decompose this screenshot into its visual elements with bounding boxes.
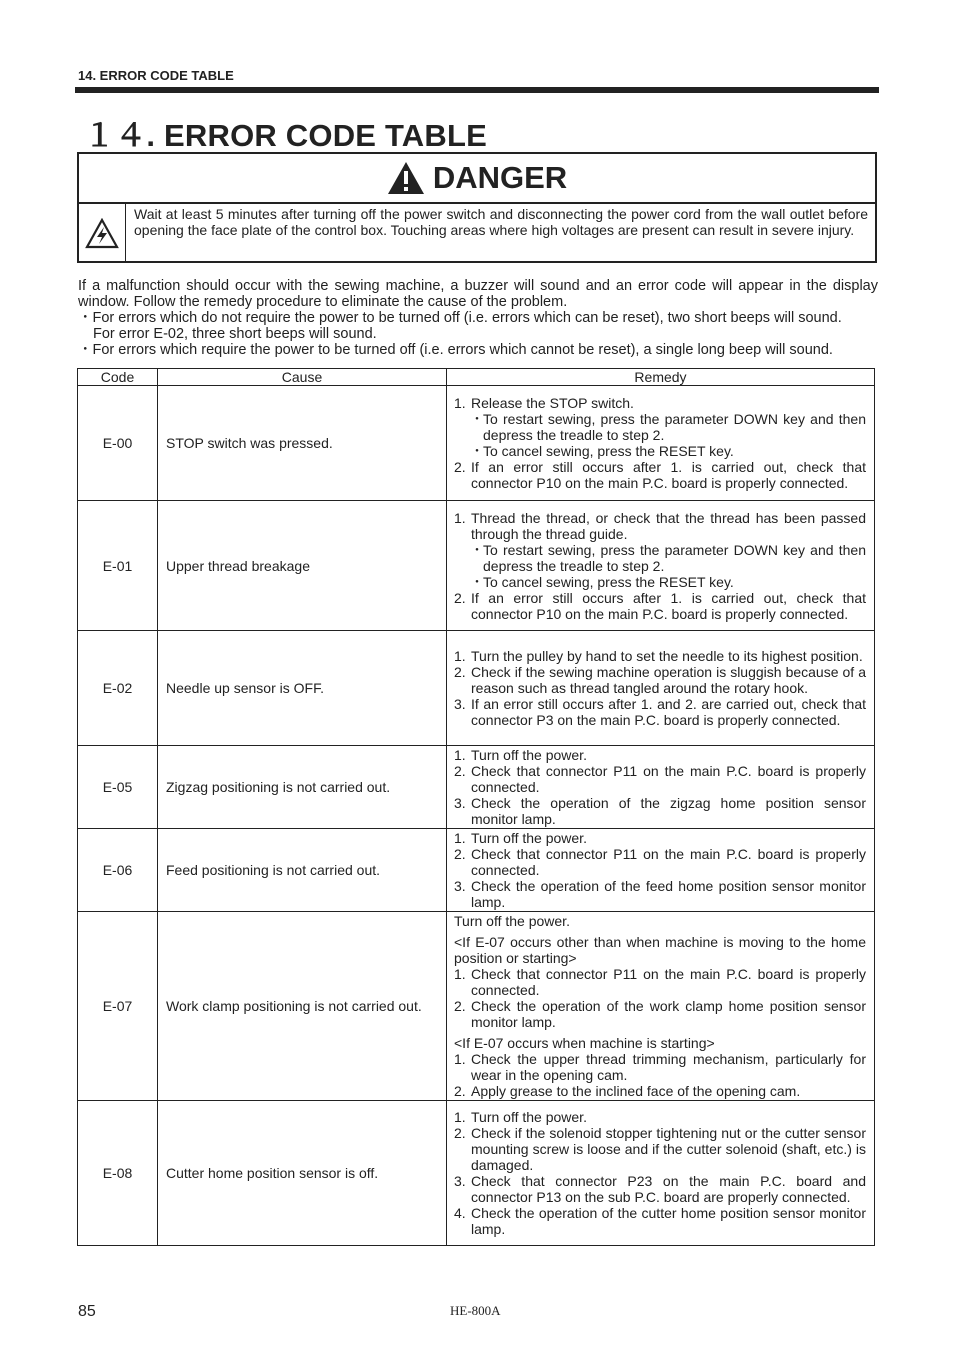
error-code: E-05 bbox=[78, 746, 158, 829]
electric-shock-icon bbox=[85, 218, 119, 249]
error-cause: Feed positioning is not carried out. bbox=[158, 829, 447, 912]
error-code: E-08 bbox=[78, 1101, 158, 1246]
table-row bbox=[78, 829, 875, 912]
error-remedy: 1. Release the STOP switch. ・ To restart sewing, press the parameter DOWN key and then depress the treadle to step 2. ・ To cancel sewing, press the RESET key. 2. If an error still occurs after 1. is carried out, check that connector P10 on the main P.C. board is properly connected. bbox=[447, 386, 875, 501]
error-code: E-00 bbox=[78, 386, 158, 501]
error-code: E-02 bbox=[78, 631, 158, 746]
header-code: Code bbox=[78, 369, 158, 386]
error-remedy: 1. Turn off the power. 2. Check that connector P11 on the main P.C. board is properly connected. 3. Check the operation of the feed home position sensor monitor lamp. bbox=[447, 829, 875, 912]
warning-triangle-icon bbox=[387, 161, 425, 195]
error-remedy: 1. Turn the pulley by hand to set the needle to its highest position. 2. Check if the sewing machine operation is sluggish because of a reason such as thread tangled around the rotary hook. 3. If an error still occurs after 1. and 2. are carried out, check that connector P3 on the main P.C. board is properly connected. bbox=[447, 631, 875, 746]
error-cause: Work clamp positioning is not carried out. bbox=[158, 912, 447, 1101]
table-row bbox=[78, 386, 875, 501]
danger-text: Wait at least 5 minutes after turning off the power switch and disconnecting the power cord from the wall outlet before opening the face plate of the control box. Touching areas where high voltages are present can result in severe injury. bbox=[134, 206, 868, 238]
header-remedy: Remedy bbox=[447, 369, 875, 386]
error-code-table bbox=[77, 368, 875, 1246]
error-cause: Cutter home position sensor is off. bbox=[158, 1101, 447, 1246]
error-code: E-06 bbox=[78, 829, 158, 912]
intro-bullet-1-note: For error E-02, three short beeps will sound. bbox=[93, 326, 377, 342]
table-row bbox=[78, 912, 875, 1101]
error-remedy: 1. Turn off the power. 2. Check that connector P11 on the main P.C. board is properly connected. 3. Check the operation of the zigzag home position sensor monitor lamp. bbox=[447, 746, 875, 829]
page-number: 85 bbox=[78, 1303, 96, 1320]
error-cause: Zigzag positioning is not carried out. bbox=[158, 746, 447, 829]
danger-word: DANGER bbox=[432, 160, 568, 195]
error-code: E-01 bbox=[78, 501, 158, 631]
error-remedy: 1. Thread the thread, or check that the thread has been passed through the thread guide. ・ To restart sewing, press the parameter DOWN key and then depress the treadle to step 2. ・ To cancel sewing, press the RESET key. 2. If an error still occurs after 1. is carried out, check that connector P10 on the main P.C. board is properly connected. bbox=[447, 501, 875, 631]
header-rule bbox=[75, 87, 879, 93]
danger-heading bbox=[79, 154, 875, 204]
table-row bbox=[78, 501, 875, 631]
error-code: E-07 bbox=[78, 912, 158, 1101]
error-remedy: 1. Turn off the power. 2. Check if the solenoid stopper tightening nut or the cutter sensor mounting screw is loose and if the cutter solenoid (shaft, etc.) is damaged. 3. Check that connector P23 on the main P.C. board and connector P13 on the sub P.C. board are properly connected. 4. Check the operation of the cutter home position sensor monitor lamp. bbox=[447, 1101, 875, 1246]
table-row bbox=[78, 1101, 875, 1246]
danger-box bbox=[77, 152, 877, 263]
intro-bullet-1: ・For errors which do not require the power to be turned off (i.e. errors which can be reset), two short beeps will sound. bbox=[78, 310, 842, 326]
error-cause: Upper thread breakage bbox=[158, 501, 447, 631]
section-header: 14. ERROR CODE TABLE bbox=[78, 68, 234, 83]
error-cause: Needle up sensor is OFF. bbox=[158, 631, 447, 746]
page-title: １４. ERROR CODE TABLE bbox=[84, 118, 487, 153]
header-cause: Cause bbox=[158, 369, 447, 386]
model-name: HE-800A bbox=[450, 1303, 501, 1318]
intro-paragraph: If a malfunction should occur with the sewing machine, a buzzer will sound and an error code will appear in the display window. Follow the remedy procedure to eliminate the cause of the problem. bbox=[78, 278, 878, 310]
table-row bbox=[78, 746, 875, 829]
error-remedy: Turn off the power. <If E-07 occurs other than when machine is moving to the home position or starting> 1. Check that connector P11 on the main P.C. board is properly connected. 2. Check the operation of the work clamp home position sensor monitor lamp. <If E-07 occurs when machine is starting> 1. Check the upper thread trimming mechanism, particularly for wear in the opening cam. 2. Apply grease to the inclined face of the opening cam. bbox=[447, 912, 875, 1101]
table-row bbox=[78, 631, 875, 746]
table-header-row bbox=[78, 369, 875, 386]
error-cause: STOP switch was pressed. bbox=[158, 386, 447, 501]
intro-text bbox=[78, 278, 878, 358]
intro-bullet-2: ・For errors which require the power to be turned off (i.e. errors which cannot be reset), a single long beep will sound. bbox=[78, 342, 833, 358]
